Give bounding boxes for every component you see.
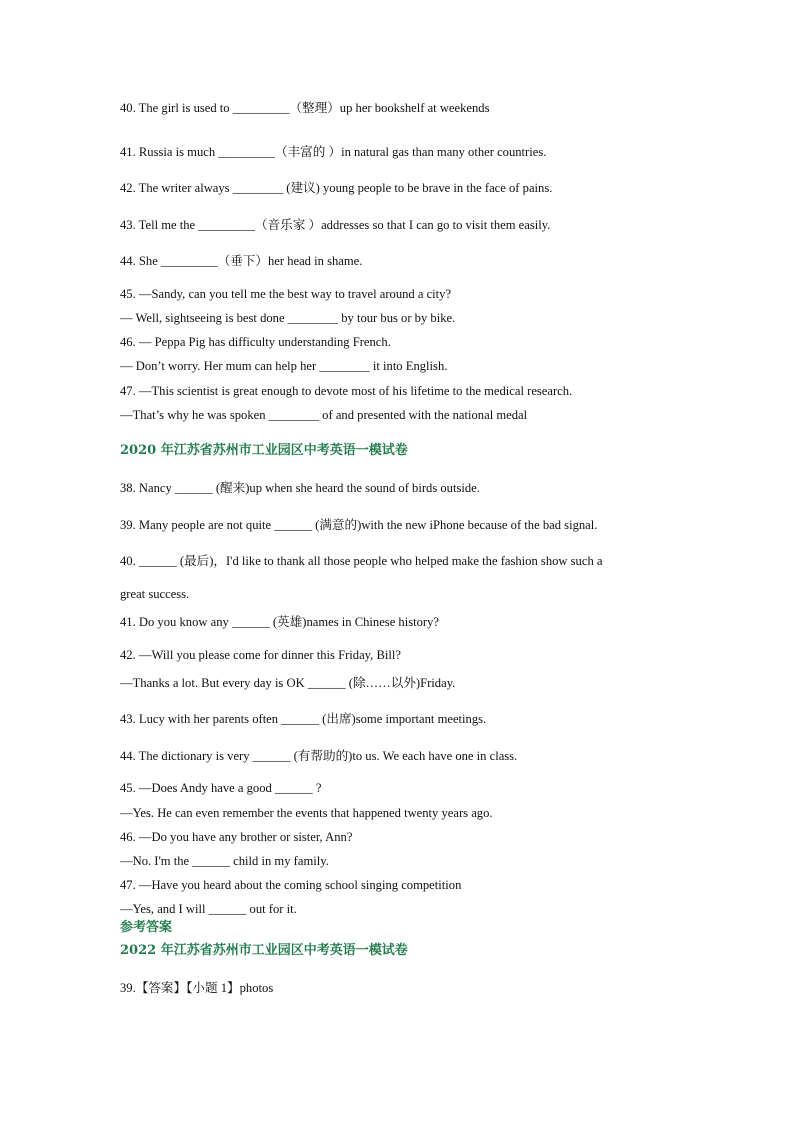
s2-question-45-a: 45. —Does Andy have a good ______ ? bbox=[120, 781, 322, 795]
section-heading-2020: 2020 年江苏省苏州市工业园区中考英语一模试卷 bbox=[120, 443, 408, 458]
s2-question-46-b: —No. I'm the ______ child in my family. bbox=[120, 854, 329, 868]
s2-question-44: 44. The dictionary is very ______ (有帮助的)to us. We each have one in class. bbox=[120, 749, 518, 763]
question-45-b: — Well, sightseeing is best done ________ by tour bus or by bike. bbox=[120, 311, 456, 325]
question-46-b: — Don’t worry. Her mum can help her ________ it into English. bbox=[120, 359, 448, 373]
answers-label: 参考答案 bbox=[120, 920, 173, 935]
question-45-a: 45. —Sandy, can you tell me the best way to travel around a city? bbox=[120, 287, 452, 301]
question-47-b: —That’s why he was spoken ________ of and presented with the national medal bbox=[120, 408, 528, 422]
question-42: 42. The writer always ________ (建议) young people to be brave in the face of pains. bbox=[120, 181, 553, 195]
s2-question-38: 38. Nancy ______ (醒来)up when she heard the sound of birds outside. bbox=[120, 481, 480, 495]
s2-question-42-a: 42. —Will you please come for dinner this Friday, Bill? bbox=[120, 648, 401, 662]
question-41: 41. Russia is much _________（丰富的 ）in natural gas than many other countries. bbox=[120, 145, 547, 159]
question-44: 44. She _________（垂下）her head in shame. bbox=[120, 254, 363, 268]
s2-question-42-b: —Thanks a lot. But every day is OK ______ (除……以外)Friday. bbox=[120, 676, 456, 690]
s2-question-40-b: great success. bbox=[120, 587, 190, 601]
question-43: 43. Tell me the _________（音乐家 ）addresses so that I can go to visit them easily. bbox=[120, 218, 551, 232]
s2-question-46-a: 46. —Do you have any brother or sister, Ann? bbox=[120, 830, 353, 844]
question-46-a: 46. — Peppa Pig has difficulty understanding French. bbox=[120, 335, 391, 349]
s2-question-40-a: 40. ______ (最后)，I'd like to thank all those people who helped make the fashion show such a bbox=[120, 554, 603, 568]
answer-39: 39.【答案】【小题 1】photos bbox=[120, 981, 274, 995]
s2-question-45-b: —Yes. He can even remember the events that happened twenty years ago. bbox=[120, 806, 493, 820]
s2-question-43: 43. Lucy with her parents often ______ (出席)some important meetings. bbox=[120, 712, 487, 726]
s2-question-47-a: 47. —Have you heard about the coming school singing competition bbox=[120, 878, 462, 892]
s2-question-39: 39. Many people are not quite ______ (满意的)with the new iPhone because of the bad signal. bbox=[120, 518, 598, 532]
section-heading-2022: 2022 年江苏省苏州市工业园区中考英语一模试卷 bbox=[120, 943, 408, 958]
question-47-a: 47. —This scientist is great enough to devote most of his lifetime to the medical research. bbox=[120, 384, 573, 398]
question-40: 40. The girl is used to _________（整理）up her bookshelf at weekends bbox=[120, 101, 490, 115]
s2-question-41: 41. Do you know any ______ (英雄)names in Chinese history? bbox=[120, 615, 440, 629]
s2-question-47-b: —Yes, and I will ______ out for it. bbox=[120, 902, 297, 916]
